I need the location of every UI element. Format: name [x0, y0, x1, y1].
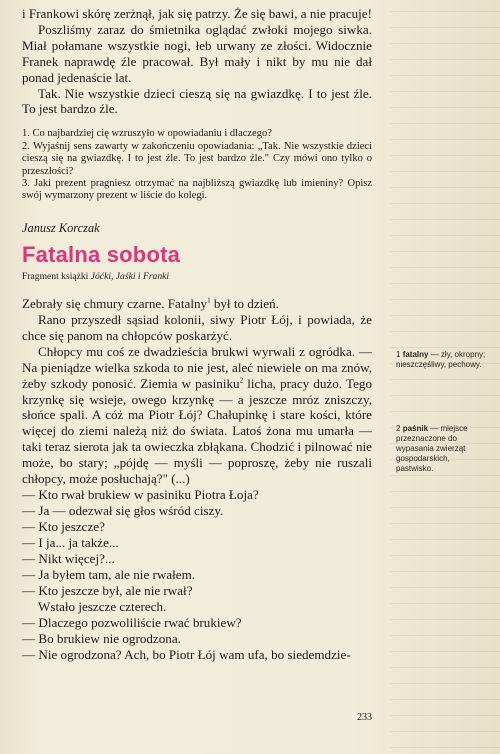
- gloss-number: 2: [396, 424, 401, 433]
- gloss-term: fatalny: [402, 350, 429, 359]
- excerpt: [22, 296, 372, 663]
- dialogue-line: Wstało jeszcze czterech.: [38, 598, 167, 614]
- excerpt-paragraph: Rano przyszedł sąsiad kolonii, siwy Piotr Łój, i powiada, że chce się panom na chłopców poskarżyć.: [22, 311, 372, 343]
- gloss-term: paśnik: [402, 424, 429, 433]
- excerpt-paragraph: [22, 296, 372, 312]
- excerpt-text: licha, pracy dużo. Tego krzynkę się wsieje, owego krzynkę — a jeszcze mróz zniszczy, słońce spali. A cóż ma Piotr Łój? Chałupinkę i stare kości, które więcej do ziemi należą niż do świata. Latoś żona mu umarła — taki teraz sierota jak ta owieczka zbłąkana. Chodzić i pilnować nie może, bo stary; „pójdę — myśli — poproszę, żeby nie ruszali chłopcy, może posłuchają?" (...): [22, 375, 373, 487]
- chapter-title: Fatalna sobota: [22, 241, 181, 267]
- dialogue-line: — Kto rwał brukiew w pasiniku Piotra Łoja?: [22, 487, 259, 503]
- excerpt-text: Zebrały się chmury czarne. Fatalny: [22, 295, 208, 311]
- question-item: 1. Co najbardziej cię wzruszyło w opowiadaniu i dlaczego?: [22, 128, 272, 140]
- footnote-ref: 1: [207, 296, 211, 305]
- questions-list: [22, 128, 372, 202]
- source-prefix: Fragment książki: [22, 270, 91, 282]
- story-paragraph: i Frankowi skórę zerżnął, jak się patrzy. Że się bawi, a nie pracuje!: [22, 6, 372, 21]
- page-number: 233: [357, 712, 372, 723]
- question-item: 2. Wyjaśnij sens zawarty w zakończeniu opowiadania: „Tak. Nie wszystkie dzieci cieszą się na gwiazdkę. I to jest źle. To jest bardzo źle." Czy mówi ono tylko o przeszłości?: [22, 140, 372, 177]
- story-paragraph: Tak. Nie wszystkie dzieci cieszą się na gwiazdkę. I to jest źle. To jest bardzo źle.: [22, 85, 372, 117]
- question-item: 3. Jaki prezent pragniesz otrzymać na najbliższą gwiazdkę lub imieniny? Opisz swój wymarzony prezent w liście do kolegi.: [22, 177, 372, 202]
- dialogue-line: — Ja byłem tam, ale nie rwałem.: [22, 566, 196, 582]
- dialogue-line: — Bo brukiew nie ogrodzona.: [22, 630, 181, 646]
- story-ending: [22, 6, 372, 117]
- dialogue-line: — Dlaczego pozwoliliście rwać brukiew?: [22, 614, 242, 630]
- gloss-number: 1: [396, 350, 401, 359]
- author-name: Janusz Korczak: [22, 220, 100, 235]
- source-note: [22, 271, 372, 282]
- excerpt-text: Chłopcy mu coś ze dwadzieścia brukwi wyrwali z ogródka. — Na pieniądze wielka szkoda to nie jest, aleć niewiele on ma znów, żeby szkody ponosić. Ziemia w pasiniku: [22, 343, 372, 391]
- gloss-definition: — miejsce przeznaczone do wypasania zwierząt gospodarskich, pastwisko.: [396, 424, 468, 473]
- footnote-ref: 2: [239, 376, 244, 385]
- gloss-definition: — zły, okropny; nieszczęśliwy, pechowy.: [396, 350, 486, 369]
- dialogue-line: — Kto jeszcze był, ale nie rwał?: [22, 582, 193, 598]
- gloss-pasnik: [396, 424, 486, 474]
- dialogue-line: — Kto jeszcze?: [22, 519, 105, 535]
- dialogue-line: — Nie ogrodzona? Ach, bo Piotr Łój wam ufa, bo siedemdzie-: [22, 646, 351, 662]
- main-column: [22, 6, 372, 663]
- source-book-title: Jóćki, Jaśki i Franki: [90, 270, 170, 282]
- excerpt-paragraph: [22, 344, 372, 488]
- excerpt-text: był to dzień.: [210, 295, 279, 311]
- dialogue-line: — Ja — odezwał się głos wśród ciszy.: [22, 503, 224, 519]
- gloss-fatalny: [396, 350, 486, 370]
- dialogue-line: — I ja... ja także...: [22, 535, 119, 551]
- bleed-through-texture: [390, 0, 500, 754]
- dialogue-line: — Nikt więcej?...: [22, 551, 115, 567]
- story-paragraph: Poszliśmy zaraz do śmietnika oglądać zwłoki mojego siwka. Miał połamane wszystkie nogi, łeb urwany ze złości. Widocznie Franek naprawdę źle pracował. Był mały i nikt by mu nie dał ponad jedenaście lat.: [22, 21, 372, 85]
